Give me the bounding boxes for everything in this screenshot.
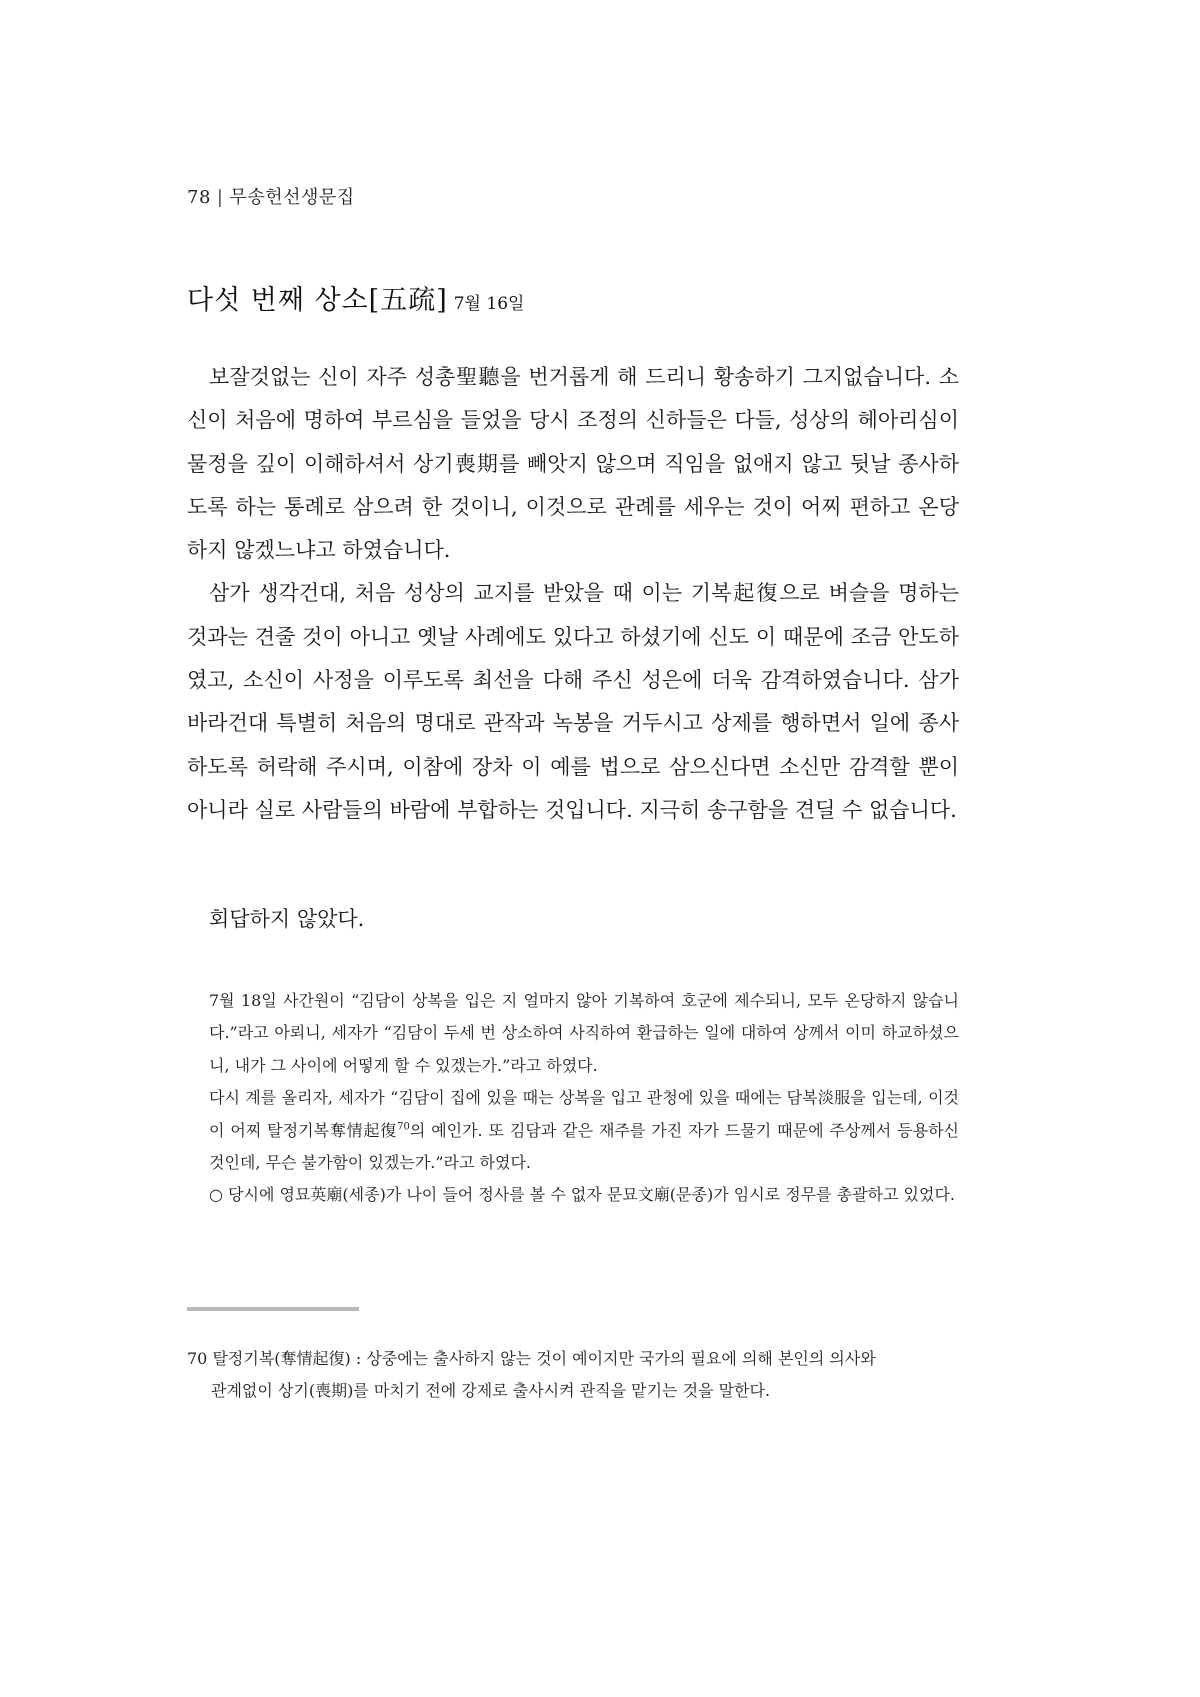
footnote-number: 70	[187, 1349, 208, 1368]
header-separator: |	[216, 187, 224, 208]
record-paragraph-2-a: 다시 계를 올리자, 세자가 “김담이 집에 있을 때는 상복을 입고 관청에 있을 때에는 담복淡服을 입는데, 이것이 어찌 탈정기복奪情起復	[209, 1088, 959, 1140]
historical-record	[209, 985, 959, 1212]
record-paragraph-2	[209, 1082, 959, 1179]
footnote-line-1	[187, 1343, 959, 1375]
section-title-text: 다섯 번째 상소[五疏]	[187, 285, 448, 316]
reply-note: 회답하지 않았다.	[209, 907, 365, 931]
book-title: 무송헌선생문집	[229, 187, 355, 208]
footnote-line-2: 관계없이 상기(喪期)를 마치기 전에 강제로 출사시켜 관직을 맡기는 것을 말한다.	[211, 1381, 771, 1400]
body-paragraph-2: 삼가 생각건대, 처음 성상의 교지를 받았을 때 이는 기복起復으로 벼슬을 명하는 것과는 견줄 것이 아니고 옛날 사례에도 있다고 하셨기에 신도 이 때문에 조금 안도하였고, 소신이 사정을 이루도록 최선을 다해 주신 성은에 더욱 감격하였습니다. 삼가 바라건대 특별히 처음의 명대로 관작과 녹봉을 거두시고 상제를 행하면서 일에 종사하도록 허락해 주시며, 이참에 장차 이 예를 법으로 삼으신다면 소신만 감격할 뿐이 아니라 실로 사람들의 바람에 부합하는 것입니다. 지극히 송구함을 견딜 수 없습니다.	[187, 581, 959, 822]
record-paragraph-3: ○ 당시에 영묘英廟(세종)가 나이 들어 정사를 볼 수 없자 문묘文廟(문종)가 임시로 정무를 총괄하고 있었다.	[209, 1185, 956, 1205]
body-paragraph-1: 보잘것없는 신이 자주 성총聖聽을 번거롭게 해 드리니 황송하기 그지없습니다. 소신이 처음에 명하여 부르심을 들었을 당시 조정의 신하들은 다들, 성상의 헤아리심이 물정을 깊이 이해하셔서 상기喪期를 빼앗지 않으며 직임을 없애지 않고 뒷날 종사하도록 하는 통례로 삼으려 한 것이니, 이것으로 관례를 세우는 것이 어찌 편하고 온당하지 않겠느냐고 하였습니다.	[187, 365, 959, 563]
footnote	[187, 1343, 959, 1407]
page-number: 78	[187, 187, 211, 208]
footnote-text-1: 탈정기복(奪情起復) : 상중에는 출사하지 않는 것이 예이지만 국가의 필요에 의해 본인의 의사와	[212, 1349, 876, 1368]
running-header	[187, 183, 355, 209]
footnote-divider	[187, 1307, 359, 1311]
section-date: 7월 16일	[453, 294, 525, 314]
record-paragraph-1: 7월 18일 사간원이 “김담이 상복을 입은 지 얼마지 않아 기복하여 호군에 제수되니, 모두 온당하지 않습니다.”라고 아뢰니, 세자가 “김담이 두세 번 상소하여 사직하여 환급하는 일에 대하여 상께서 이미 하교하셨으니, 내가 그 사이에 어떻게 할 수 있겠는가.”라고 하였다.	[209, 991, 959, 1075]
section-title	[187, 278, 524, 317]
memorial-body	[187, 356, 959, 832]
record-paragraph-2-b: 의 예인가. 또 김담과 같은 재주를 가진 자가 드물기 때문에 주상께서 등용하신 것인데, 무슨 불가함이 있겠는가.”라고 하였다.	[209, 1120, 959, 1173]
footnote-reference: 70	[397, 1121, 410, 1133]
